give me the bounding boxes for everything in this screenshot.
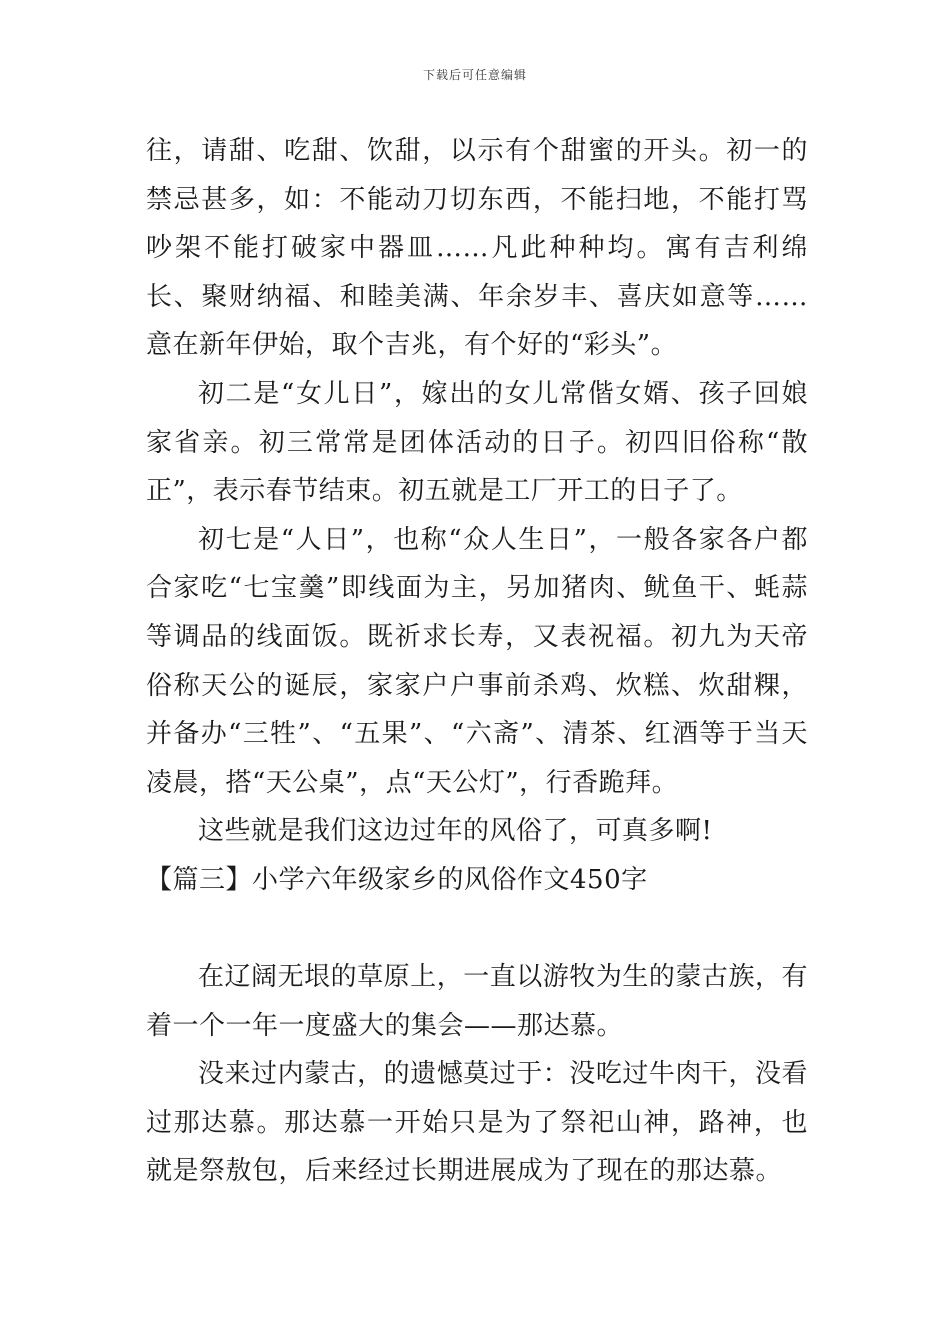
paragraph-4: 这些就是我们这边过年的风俗了，可真多啊! (198, 816, 713, 847)
blank-line (146, 905, 808, 954)
paragraph-6: 没来过内蒙古，的遗憾莫过于：没吃过牛肉干，没看过那达慕。那达慕一开始只是为了祭祀山神，路神，也就是祭敖包，后来经过长期进展成为了现在的那达慕。 (146, 1059, 808, 1187)
paragraph-1: 往，请甜、吃甜、饮甜，以示有个甜蜜的开头。初一的禁忌甚多，如：不能动刀切东西，不能扫地，不能打骂吵架不能打破家中器皿……凡此种种均。寓有吉利绵长、聚财纳福、和睦美满、年余岁丰、喜庆如意等……意在新年伊始，取个吉兆，有个好的“彩头”。 (146, 136, 808, 361)
section-title: 【篇三】小学六年级家乡的风俗作文450字 (146, 864, 648, 895)
document-body (146, 127, 808, 1196)
paragraph-2: 初二是“女儿日”，嫁出的女儿常偕女婿、孩子回娘家省亲。初三常常是团体活动的日子。初四旧俗称“散正”，表示春节结束。初五就是工厂开工的日子了。 (146, 378, 808, 507)
paragraph-3: 初七是“人日”，也称“众人生日”，一般各家各户都合家吃“七宝羹”即线面为主，另加猪肉、鱿鱼干、蚝蒜等调品的线面饭。既祈求长寿，又表祝福。初九为天帝俗称天公的诞辰，家家户户事前杀鸡、炊糕、炊甜粿，并备办“三牲”、“五果”、“六斋”、清茶、红酒等于当天凌晨，搭“天公桌”，点“天公灯”，行香跪拜。 (146, 524, 808, 798)
paragraph-5: 在辽阔无垠的草原上，一直以游牧为生的蒙古族，有着一个一年一度盛大的集会——那达慕。 (146, 962, 808, 1041)
header-note: 下载后可任意编辑 (422, 68, 527, 82)
